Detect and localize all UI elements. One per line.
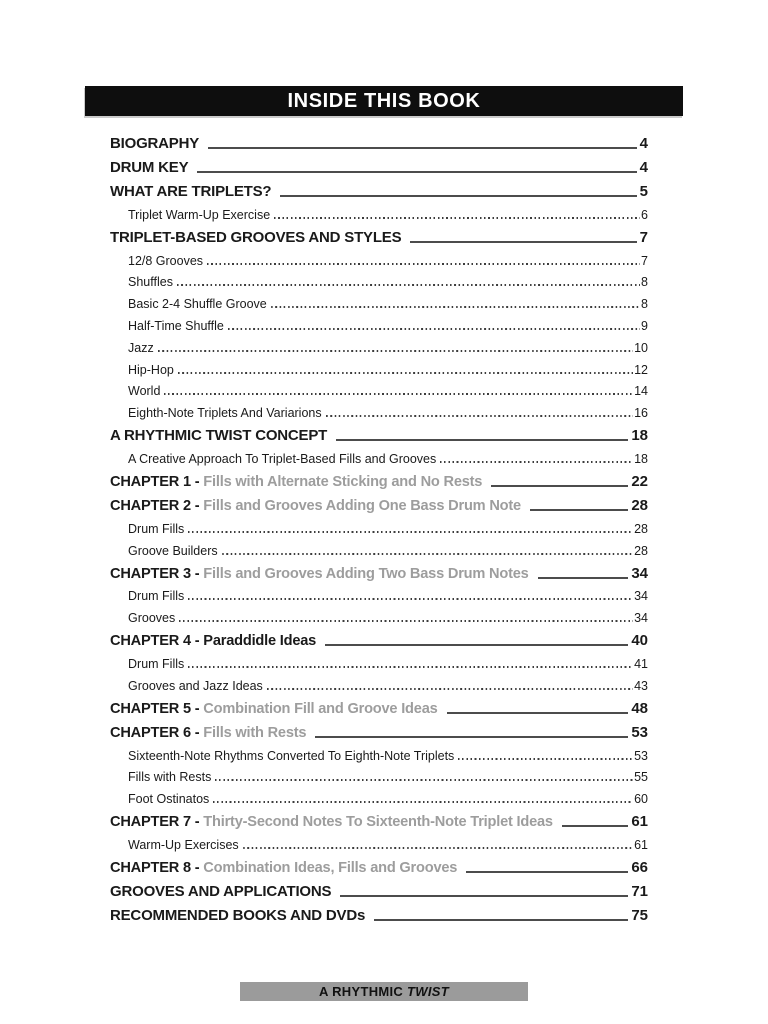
page-number: 5	[639, 183, 648, 200]
toc-entry-sub	[110, 741, 648, 763]
leader-line	[208, 147, 637, 149]
chapter-prefix: CHAPTER 8 -	[110, 859, 200, 876]
chapter-prefix: CHAPTER 4 -	[110, 633, 200, 650]
footer-bar	[240, 982, 528, 1001]
leader-line	[325, 644, 628, 646]
leader-line	[326, 415, 633, 417]
page-number: 8	[641, 275, 648, 290]
page-title: INSIDE THIS BOOK	[287, 89, 481, 112]
chapter-title: Fills with Alternate Sticking and No Rests	[203, 473, 483, 490]
entry-label: TRIPLET-BASED GROOVES AND STYLES	[110, 228, 402, 246]
page-number: 61	[631, 813, 648, 831]
entry-label: World	[128, 384, 161, 399]
chapter-prefix: CHAPTER 6 -	[110, 724, 200, 741]
entry-label: BIOGRAPHY	[110, 135, 200, 152]
toc-entry-chapter	[110, 466, 648, 490]
entry-label: RECOMMENDED BOOKS AND DVDs	[110, 906, 366, 924]
entry-label	[110, 814, 553, 830]
entry-label: Jazz	[128, 340, 154, 355]
toc-entry-sub	[110, 671, 648, 693]
chapter-prefix: CHAPTER 3 -	[110, 565, 200, 582]
toc-entry-sub	[110, 830, 648, 852]
toc-entry-sub	[110, 200, 648, 222]
chapter-title: Thirty-Second Notes To Sixteenth-Note Triplet Ideas	[203, 814, 553, 831]
leader-line	[440, 461, 633, 463]
toc-entry-chapter	[110, 490, 648, 514]
page-number: 8	[641, 297, 648, 312]
entry-label	[110, 701, 438, 717]
page-number: 28	[634, 521, 648, 536]
page-number: 41	[634, 656, 648, 671]
page-number: 34	[631, 564, 648, 582]
entry-label: Sixteenth-Note Rhythms Converted To Eighth-Note Triplets	[128, 748, 455, 763]
leader-line	[458, 758, 633, 760]
toc-entry-main	[110, 222, 648, 246]
chapter-title: Fills and Grooves Adding One Bass Drum Note	[203, 497, 521, 514]
entry-label: Half-Time Shuffle	[128, 318, 224, 333]
leader-line	[336, 439, 628, 441]
page-number: 10	[634, 340, 648, 355]
toc-entry-sub	[110, 398, 648, 420]
page-number: 40	[631, 632, 648, 650]
page-number: 9	[641, 318, 648, 333]
leader-line	[340, 895, 628, 897]
leader-line	[213, 801, 633, 803]
entry-label: Basic 2-4 Shuffle Groove	[128, 297, 267, 312]
page-number: 61	[634, 837, 648, 852]
leader-line	[274, 217, 640, 219]
leader-line	[158, 350, 633, 352]
page-number: 34	[634, 611, 648, 626]
chapter-title: Fills and Grooves Adding Two Bass Drum Notes	[203, 565, 529, 582]
toc-entry-sub	[110, 763, 648, 785]
chapter-prefix: CHAPTER 5 -	[110, 700, 200, 717]
toc-list	[110, 128, 648, 924]
leader-line	[466, 871, 628, 873]
chapter-title: Paraddidle Ideas	[203, 633, 317, 650]
chapter-prefix: CHAPTER 7 -	[110, 814, 200, 831]
toc-entry-sub	[110, 514, 648, 536]
leader-line	[188, 598, 633, 600]
leader-line	[188, 666, 633, 668]
page-number: 71	[631, 882, 648, 900]
toc-entry-main	[110, 176, 648, 200]
toc-entry-chapter	[110, 717, 648, 741]
header-bar	[85, 86, 683, 116]
page-number: 16	[634, 406, 648, 421]
page-number: 22	[631, 472, 648, 490]
entry-label: Hip-Hop	[128, 362, 174, 377]
page-number: 6	[641, 207, 648, 222]
entry-label: Fills with Rests	[128, 770, 212, 785]
entry-label: GROOVES AND APPLICATIONS	[110, 882, 332, 900]
entry-label: Grooves and Jazz Ideas	[128, 678, 263, 693]
entry-label: Drum Fills	[128, 589, 185, 604]
toc-entry-sub	[110, 444, 648, 466]
leader-line	[178, 372, 633, 374]
leader-line	[538, 577, 629, 579]
entry-label: WHAT ARE TRIPLETS?	[110, 183, 272, 200]
entry-label: 12/8 Grooves	[128, 253, 204, 268]
leader-line	[197, 171, 636, 173]
page-number: 34	[634, 589, 648, 604]
entry-label	[110, 633, 316, 649]
page-number: 75	[631, 906, 648, 924]
toc-entry-chapter	[110, 558, 648, 582]
page-number: 53	[631, 723, 648, 741]
page-number: 28	[631, 496, 648, 514]
toc-entry-sub	[110, 536, 648, 558]
entry-label	[110, 566, 529, 582]
toc-entry-chapter	[110, 852, 648, 876]
leader-line	[374, 919, 628, 921]
toc-entry-sub	[110, 582, 648, 604]
entry-label: Eighth-Note Triplets And Variarions	[128, 406, 322, 421]
entry-label: Shuffles	[128, 275, 173, 290]
leader-line	[280, 195, 636, 197]
footer-text-italic: TWIST	[407, 984, 449, 999]
chapter-prefix: CHAPTER 1 -	[110, 473, 200, 490]
leader-line	[447, 712, 629, 714]
toc-entry-main	[110, 900, 648, 924]
chapter-title: Combination Ideas, Fills and Grooves	[203, 859, 458, 876]
toc-entry-sub	[110, 784, 648, 806]
leader-line	[179, 620, 633, 622]
toc-entry-chapter	[110, 806, 648, 830]
footer-text-regular: A RHYTHMIC	[319, 984, 404, 999]
toc-entry-sub	[110, 649, 648, 671]
entry-label: Drum Fills	[128, 656, 185, 671]
page-number: 18	[634, 451, 648, 466]
toc-entry-sub	[110, 377, 648, 399]
toc-entry-sub	[110, 246, 648, 268]
footer-text	[319, 984, 449, 999]
page-number: 53	[634, 748, 648, 763]
toc-entry-sub	[110, 311, 648, 333]
chapter-title: Combination Fill and Groove Ideas	[203, 700, 438, 717]
page-number: 7	[641, 253, 648, 268]
entry-label	[110, 498, 521, 514]
entry-label: Grooves	[128, 611, 176, 626]
leader-line	[222, 553, 633, 555]
leader-line	[410, 241, 636, 243]
leader-line	[315, 736, 628, 738]
toc-entry-sub	[110, 355, 648, 377]
entry-label: Drum Fills	[128, 521, 185, 536]
leader-line	[188, 531, 633, 533]
toc-entry-chapter	[110, 625, 648, 649]
toc-entry-main	[110, 876, 648, 900]
entry-label: Warm-Up Exercises	[128, 837, 239, 852]
toc-entry-chapter	[110, 693, 648, 717]
entry-label: Triplet Warm-Up Exercise	[128, 207, 271, 222]
leader-line	[267, 688, 633, 690]
page-number: 55	[634, 770, 648, 785]
leader-line	[228, 328, 640, 330]
page-number: 14	[634, 384, 648, 399]
page-number: 66	[631, 858, 648, 876]
entry-label: A Creative Approach To Triplet-Based Fills and Grooves	[128, 451, 437, 466]
leader-line	[243, 847, 633, 849]
toc-entry-main	[110, 420, 648, 444]
page-number: 18	[631, 427, 648, 445]
leader-line	[271, 306, 640, 308]
leader-line	[164, 393, 633, 395]
toc-entry-main	[110, 128, 648, 152]
chapter-prefix: CHAPTER 2 -	[110, 497, 200, 514]
leader-line	[177, 284, 640, 286]
entry-label: DRUM KEY	[110, 159, 189, 176]
page-number: 4	[639, 135, 648, 152]
toc-entry-sub	[110, 333, 648, 355]
leader-line	[215, 779, 633, 781]
page-number: 28	[634, 543, 648, 558]
entry-label	[110, 860, 457, 876]
page-number: 48	[631, 699, 648, 717]
page-number: 7	[639, 228, 648, 246]
leader-line	[562, 825, 628, 827]
toc-entry-sub	[110, 268, 648, 290]
leader-line	[207, 263, 640, 265]
entry-label	[110, 474, 482, 490]
entry-label: Foot Ostinatos	[128, 792, 210, 807]
toc-entry-main	[110, 152, 648, 176]
toc-entry-sub	[110, 289, 648, 311]
page-number: 4	[639, 159, 648, 176]
entry-label	[110, 725, 306, 741]
leader-line	[491, 485, 628, 487]
toc-entry-sub	[110, 603, 648, 625]
page-number: 12	[634, 362, 648, 377]
page-number: 43	[634, 678, 648, 693]
page-number: 60	[634, 792, 648, 807]
leader-line	[530, 509, 628, 511]
entry-label: A RHYTHMIC TWIST CONCEPT	[110, 427, 328, 445]
chapter-title: Fills with Rests	[203, 724, 307, 741]
entry-label: Groove Builders	[128, 543, 218, 558]
